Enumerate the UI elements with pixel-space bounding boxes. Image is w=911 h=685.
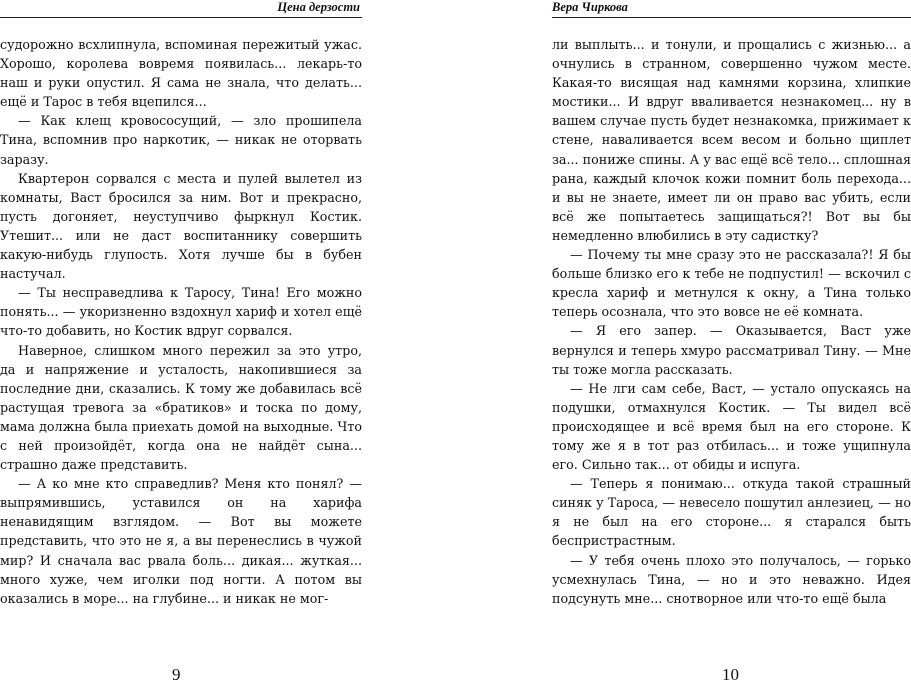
paragraph: — Почему ты мне сразу это не рассказала?! Я бы больше близко его к тебе не подпустил! — вскочил с кресла хариф и метнулся к окну, а Тина только теперь осознала, что это вовсе не её комната. xyxy=(552,247,911,320)
header-rule xyxy=(552,17,911,18)
page-number: 10 xyxy=(722,665,739,684)
running-head: Вера Чиркова xyxy=(552,0,628,14)
page-number: 9 xyxy=(172,665,181,684)
body-text xyxy=(0,35,362,608)
paragraph: — Ты несправедлива к Таросу, Тина! Его можно понять... — укоризненно вздохнул хариф и хотел ещё что-то добавить, но Костик вдруг сорвался. xyxy=(0,285,362,339)
right-page xyxy=(552,0,911,684)
paragraph: — Теперь я понимаю... откуда такой страшный синяк у Тароса, — невесело пошутил анлезиец, — но я не был на его стороне... я старался быть беспристрастным. xyxy=(552,476,911,549)
left-page xyxy=(0,0,362,684)
paragraph: — А ко мне кто справедлив? Меня кто понял? — выпрямившись, уставился он на харифа ненавидящим взглядом. — Вот вы можете представить, что это не я, а вы перенеслись в чужой мир? И сначала вас рвала боль... дикая... жуткая... много хуже, чем иголки под ногти. А потом вы оказались в море... на глубине... и никак не мог- xyxy=(0,476,362,606)
running-head: Цена дерзости xyxy=(277,0,360,14)
paragraph: — Как клещ кровососущий, — зло прошипела Тина, вспомнив про наркотик, — никак не оторвать заразу. xyxy=(0,113,362,167)
paragraph: — У тебя очень плохо это получалось, — горько усмехнулась Тина, — но и это неважно. Идея подсунуть мне... снотворное или что-то ещё была xyxy=(552,552,911,606)
paragraph: Наверное, слишком много пережил за это утро, да и напряжение и усталость, накопившиеся за последние дни, сказались. К тому же добавилась всё растущая тревога за «братиков» и тоска по дому, мама должна была приехать домой на выходные. Что с ней произойдёт, когда она не найдёт сына... страшно даже представить. xyxy=(0,342,362,473)
paragraph: ли выплыть... и тонули, и прощались с жизнью... а очнулись в странном, совершенно чужом месте. Какая-то висящая над камнями корзина, хлипкие мостики... И вдруг вваливается незнакомец... ну в вашем случае пусть будет незнакомка, прижимает к стене, наваливается всем весом и больно щиплет за... пониже спины. А у вас ещё всё тело... сплошная рана, каждый клочок кожи помнит боль перехода... и вы не знаете, имеет ли он право вас убить, если всё же попытаетесь защищаться?! Вот вы бы немедленно влюбились в эту садистку? xyxy=(552,37,911,243)
paragraph: — Я его запер. — Оказывается, Васт уже вернулся и теперь хмуро рассматривал Тину. — Мне ты тоже могла рассказать. xyxy=(552,323,911,377)
paragraph: судорожно всхлипнула, вспоминая пережитый ужас. Хорошо, королева вовремя появилась... лекарь-то наш и руки опустил. Я сама не знала, что делать... ещё и Тарос в тебя вцепился... xyxy=(0,37,362,110)
body-text xyxy=(552,35,911,608)
header-rule xyxy=(0,17,362,18)
paragraph: — Не лги сам себе, Васт, — устало опускаясь на подушки, отмахнулся Костик. — Ты видел всё происходящее и всё время был на его стороне. К тому же я в тот раз отбилась... и тоже ущипнула его. Сильно так... от обиды и испуга. xyxy=(552,380,911,473)
paragraph: Квартерон сорвался с места и пулей вылетел из комнаты, Васт бросился за ним. Вот и прекрасно, пусть догоняет, неуступчиво фыркнул Костик. Утешит... или не даст воспитаннику совершить какую-нибудь глупость. Хотя лучше бы в бубен настучал. xyxy=(0,170,362,282)
